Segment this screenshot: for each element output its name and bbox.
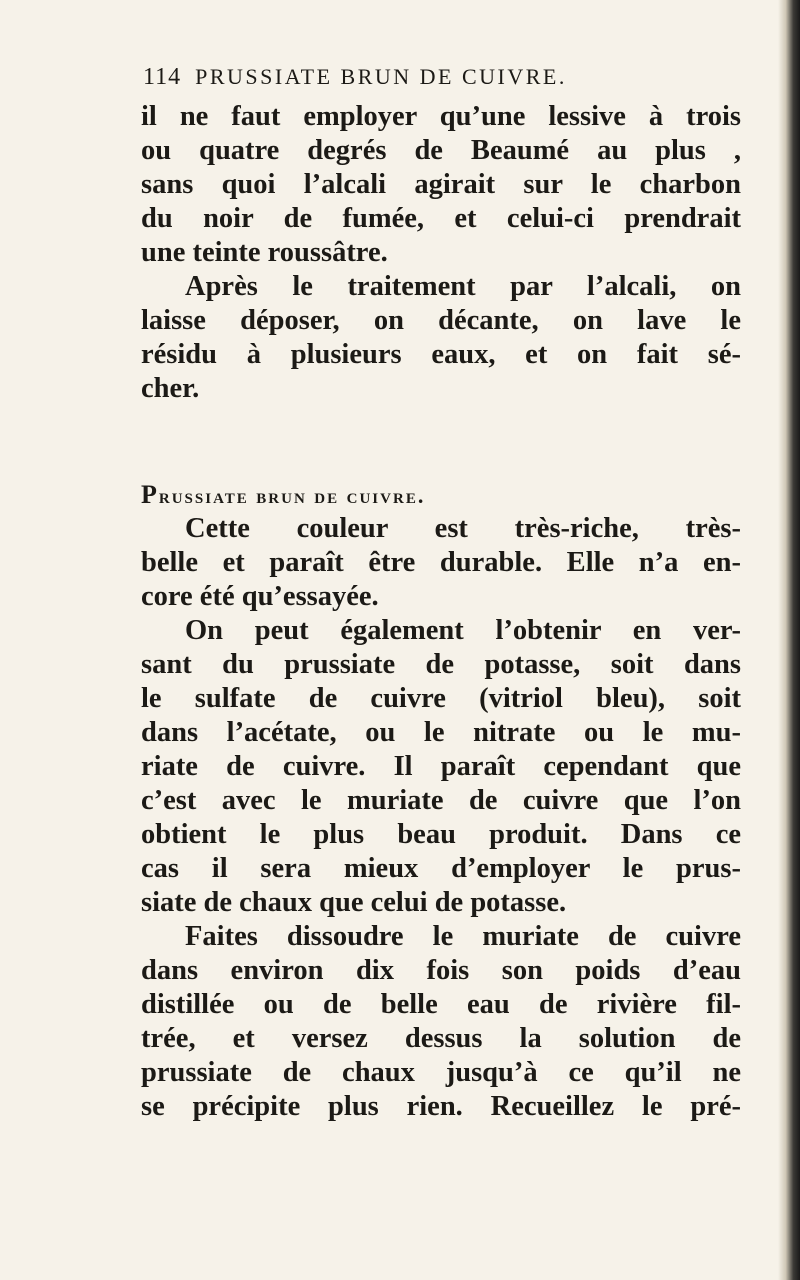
- text-line: Après le traitement par l’alcali, on: [185, 271, 741, 302]
- text-line: résidu à plusieurs eaux, et on fait sé-: [141, 339, 741, 370]
- running-header: [143, 64, 663, 98]
- text-line: dans l’acétate, ou le nitrate ou le mu-: [141, 717, 741, 748]
- text-line: core été qu’essayée.: [141, 581, 379, 612]
- text-line: prussiate de chaux jusqu’à ce qu’il ne: [141, 1057, 741, 1088]
- text-line: cher.: [141, 373, 200, 404]
- text-line: siate de chaux que celui de potasse.: [141, 887, 567, 918]
- section-heading-text: russiate brun de cuivre.: [158, 483, 426, 508]
- running-title: PRUSSIATE BRUN DE CUIVRE.: [195, 64, 567, 89]
- text-line: c’est avec le muriate de cuivre que l’on: [141, 785, 741, 816]
- text-line: sans quoi l’alcali agirait sur le charbon: [141, 169, 741, 200]
- text-line: Faites dissoudre le muriate de cuivre: [185, 921, 741, 952]
- text-line: On peut également l’obtenir en ver-: [185, 615, 741, 646]
- page-number: 114: [143, 64, 182, 90]
- text-line: distillée ou de belle eau de rivière fil-: [141, 989, 741, 1020]
- text-line: riate de cuivre. Il paraît cependant que: [141, 751, 741, 782]
- body-text: [141, 100, 741, 1124]
- text-line: Cette couleur est très-riche, très-: [185, 513, 741, 544]
- text-line: sant du prussiate de potasse, soit dans: [141, 649, 741, 680]
- text-line: il ne faut employer qu’une lessive à trois: [141, 101, 741, 132]
- text-line: trée, et versez dessus la solution de: [141, 1023, 741, 1054]
- text-line: cas il sera mieux d’employer le prus-: [141, 853, 741, 884]
- page-edge-shadow: [778, 0, 800, 1280]
- text-line: dans environ dix fois son poids d’eau: [141, 955, 741, 986]
- text-line: une teinte roussâtre.: [141, 237, 388, 268]
- text-line: laisse déposer, on décante, on lave le: [141, 305, 741, 336]
- section-heading: [141, 478, 741, 512]
- text-line: du noir de fumée, et celui-ci prendrait: [141, 203, 741, 234]
- text-line: ou quatre degrés de Beaumé au plus ,: [141, 135, 741, 166]
- text-line: obtient le plus beau produit. Dans ce: [141, 819, 741, 850]
- section-heading-initial: P: [141, 480, 159, 509]
- text-line: le sulfate de cuivre (vitriol bleu), soit: [141, 683, 741, 714]
- text-line: belle et paraît être durable. Elle n’a en-: [141, 547, 741, 578]
- text-line: se précipite plus rien. Recueillez le pré-: [141, 1091, 741, 1122]
